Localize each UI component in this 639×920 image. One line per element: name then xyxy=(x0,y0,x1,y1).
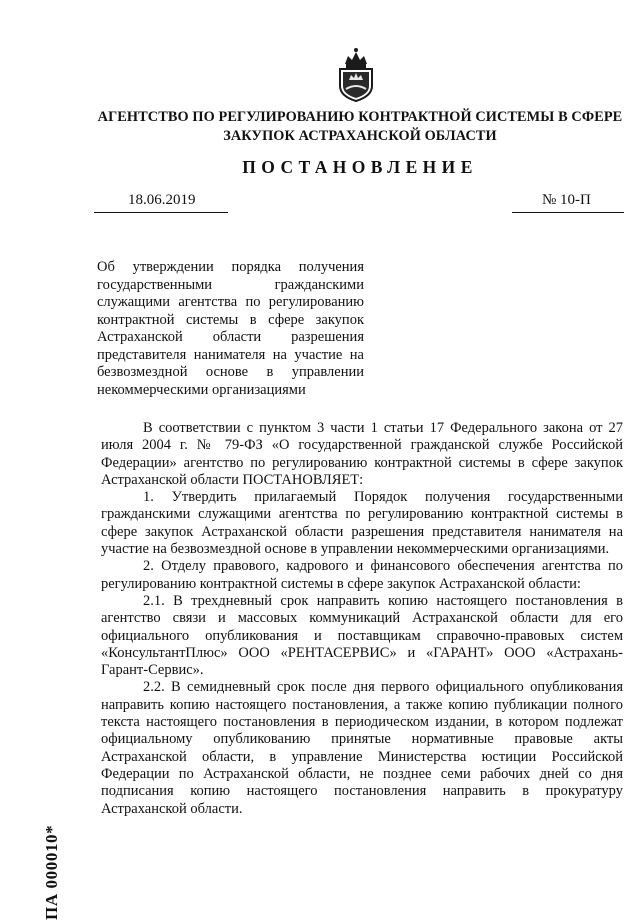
subject-line: представителя нанимателя на участие на xyxy=(97,346,364,363)
subject-line: служащими агентства по регулированию xyxy=(97,294,364,310)
subject-line: Об утверждении порядка получения xyxy=(97,259,364,275)
agency-name-line2: ЗАКУПОК АСТРАХАНСКОЙ ОБЛАСТИ xyxy=(223,128,497,144)
paragraph-1: 1. Утвердить прилагаемый Порядок получения государственными гражданскими служащими агентства по регулированию контрактной системы в сфере закупок Астраханской области разрешения представителя нанимателя на участие на безвозмездной основе в управлении некоммерческими организациями. xyxy=(101,489,623,558)
paragraph-2: 2. Отделу правового, кадрового и финансового обеспечения агентства по регулированию контрактной системы в сфере закупок Астраханской области: xyxy=(101,558,623,592)
margin-registration-stamp: ПА 000010* xyxy=(42,824,61,920)
subject-line: некоммерческими организациями xyxy=(97,381,306,398)
agency-name-line1: АГЕНТСТВО ПО РЕГУЛИРОВАНИЮ КОНТРАКТНОЙ СИСТЕМЫ В СФЕРЕ xyxy=(97,109,623,125)
paragraph-2-2: 2.2. В семидневный срок после дня первого официального опубликования направить копию настоящего постановления, а также копию публикации полного текста настоящего постановления в периодическом издании, в котором подлежат официальному опубликованию принятые нормативные правовые акты Астраханской области, в управление Министерства юстиции Российской Федерации по Астраханской области, не позднее семи рабочих дней со дня подписания копию настоящего постановления направить в прокуратуру Астраханской области. xyxy=(101,679,623,817)
date-underline xyxy=(94,212,228,213)
subject-line: безвозмездной основе в управлении xyxy=(97,364,364,380)
agency-name xyxy=(80,108,639,146)
document-number: № 10-П xyxy=(542,192,591,208)
document-subject xyxy=(97,259,364,399)
document-date: 18.06.2019 xyxy=(128,192,196,208)
document-type-title: ПОСТАНОВЛЕНИЕ xyxy=(242,157,478,177)
preamble-paragraph: В соответствии с пунктом 3 части 1 статьи 17 Федерального закона от 27 июля 2004 г. № 79-ФЗ «О государственной гражданской службе Российской Федерации» агентство по регулированию контрактной системы в сфере закупок Астраханской области ПОСТАНОВЛЯЕТ: xyxy=(101,420,623,488)
subject-line: государственными гражданскими xyxy=(97,276,364,293)
document-body xyxy=(101,420,623,818)
subject-line: контрактной системы в сфере закупок xyxy=(97,311,364,328)
subject-line: Астраханской области разрешения xyxy=(97,329,364,345)
number-underline xyxy=(512,212,624,213)
paragraph-2-1: 2.1. В трехдневный срок направить копию настоящего постановления в агентство связи и массовых коммуникаций Астраханской области для его официального опубликования и поставщикам справочно-правовых систем «КонсультантПлюс» ООО «РЕНТАСЕРВИС» и «ГАРАНТ» ООО «Астрахань-Гарант-Сервис». xyxy=(101,592,623,679)
astrakhan-coat-of-arms-icon xyxy=(334,44,378,102)
